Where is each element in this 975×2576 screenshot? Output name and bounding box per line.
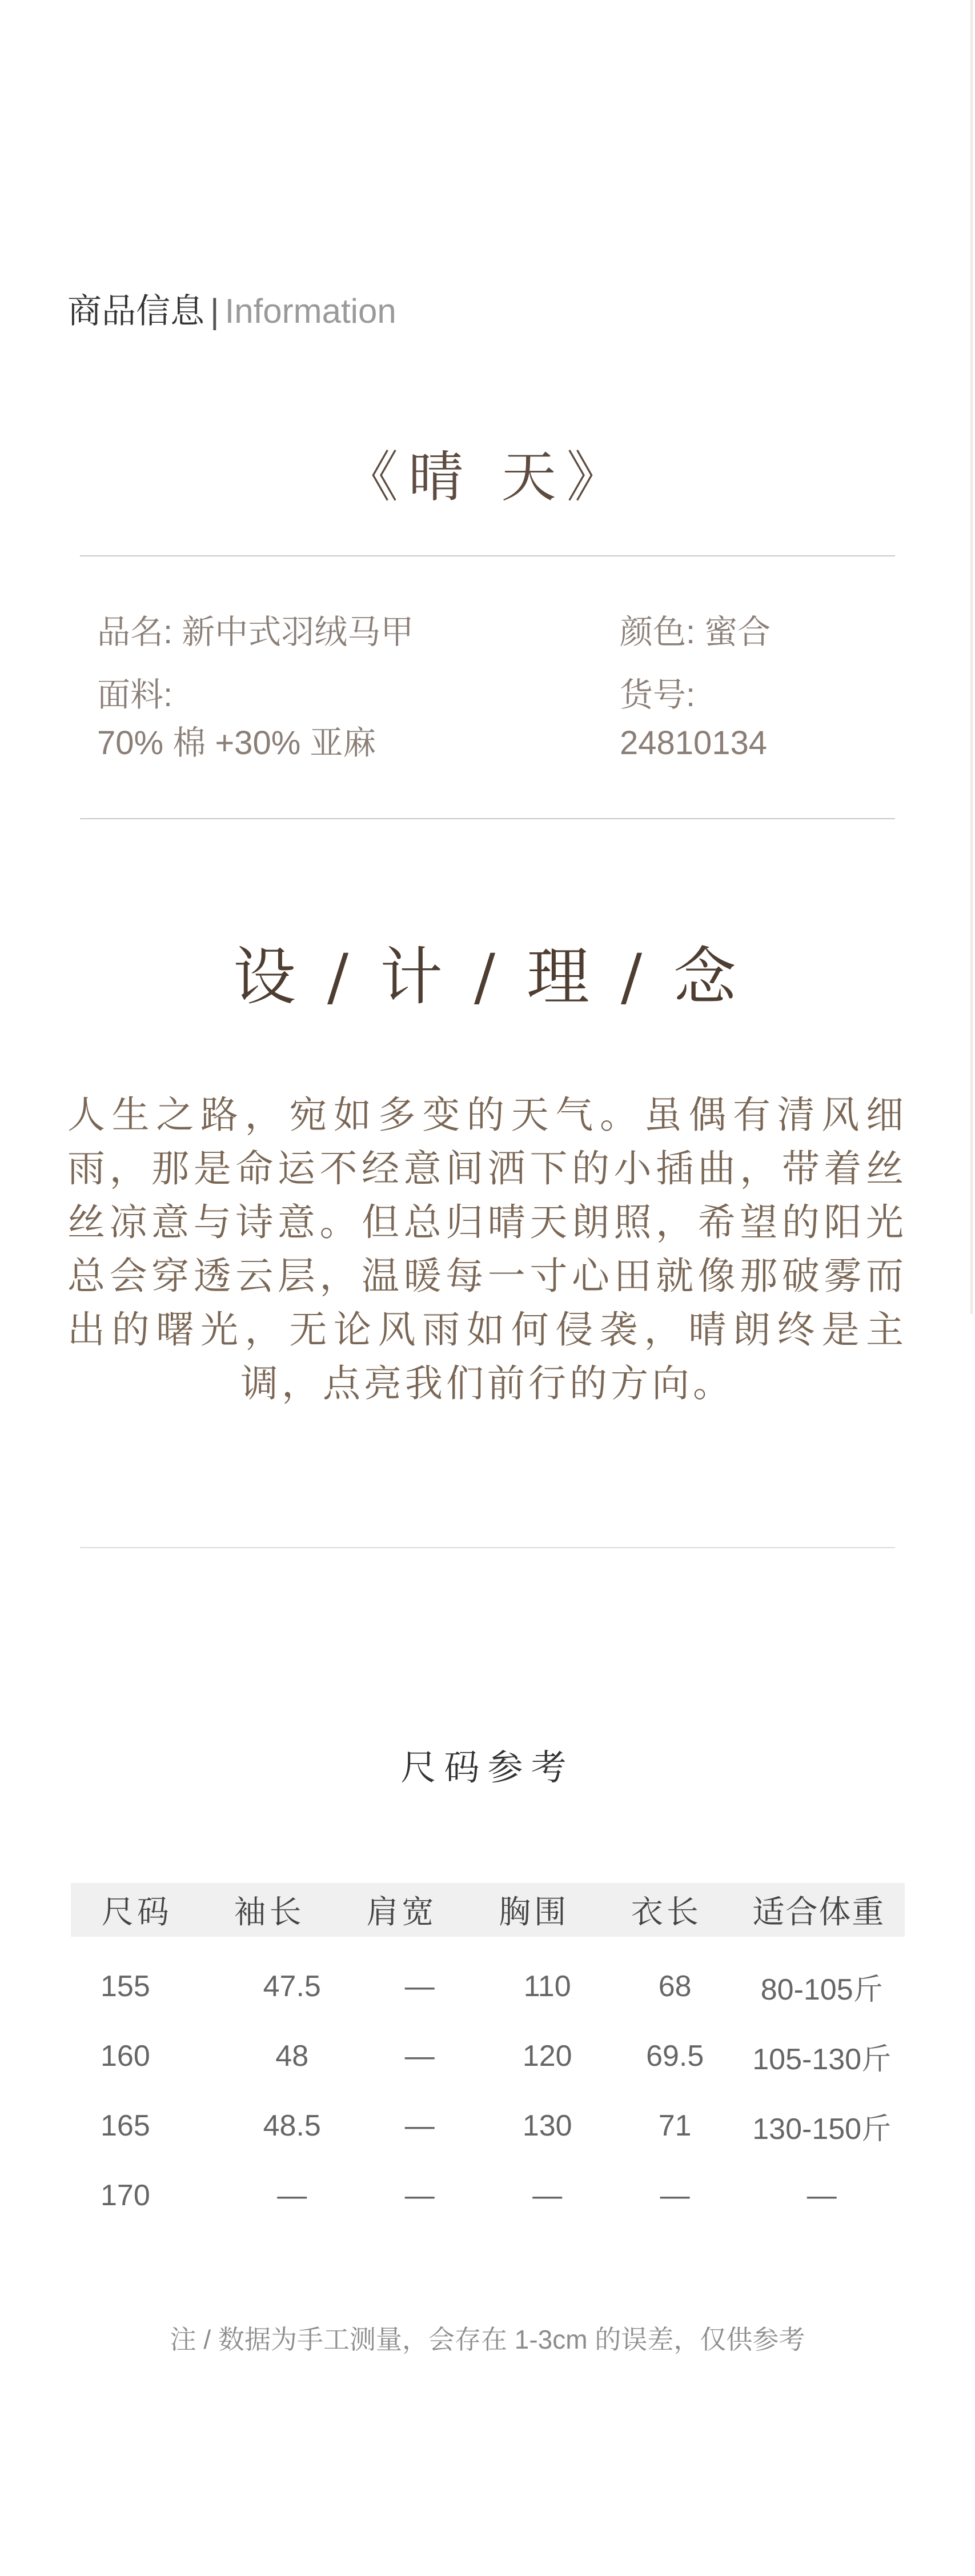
cell-length: 69.5 xyxy=(646,2040,704,2073)
cell-weight: 105-130斤 xyxy=(752,2042,892,2076)
header-sleeve-length: 袖长 xyxy=(234,1894,305,1930)
info-fabric-label: 面料: xyxy=(97,676,173,714)
product-title: 《晴 天》 xyxy=(343,445,632,509)
cell-sleeve-length: — xyxy=(277,2179,307,2212)
info-fabric xyxy=(97,671,376,767)
cell-length: 68 xyxy=(658,1970,692,2003)
divider-info-bottom xyxy=(80,818,895,819)
info-color-label: 颜色: xyxy=(620,614,696,651)
info-product-name-value: 新中式羽绒马甲 xyxy=(182,614,414,651)
cell-weight: — xyxy=(807,2179,837,2212)
info-sku xyxy=(620,671,767,767)
header-size: 尺码 xyxy=(101,1894,172,1930)
header-weight: 适合体重 xyxy=(752,1894,885,1930)
header-chest: 胸围 xyxy=(499,1894,570,1930)
header-length: 衣长 xyxy=(631,1894,702,1930)
info-sku-value: 24810134 xyxy=(620,724,768,762)
divider-concept-bottom xyxy=(80,1547,895,1548)
cell-shoulder-width: — xyxy=(404,1970,435,2003)
info-product-name-label: 品名: xyxy=(97,614,173,651)
table-row xyxy=(71,2021,905,2091)
cell-chest: — xyxy=(532,2179,563,2212)
cell-length: — xyxy=(660,2179,690,2212)
section-header-information xyxy=(67,286,396,337)
cell-chest: 120 xyxy=(522,2040,572,2073)
measurement-note: 注 / 数据为手工测量，会存在 1-3cm 的误差，仅供参考 xyxy=(170,2325,805,2354)
size-chart-title: 尺码参考 xyxy=(400,1748,575,1788)
divider-top xyxy=(80,555,895,556)
cell-chest: 110 xyxy=(523,1970,571,2003)
info-product-name xyxy=(97,608,414,656)
size-table-body xyxy=(71,1952,905,2230)
cell-chest: 130 xyxy=(522,2109,572,2142)
section-header-en: Information xyxy=(224,292,396,330)
table-row xyxy=(71,2091,905,2161)
section-header-separator: | xyxy=(210,292,219,330)
info-sku-label: 货号: xyxy=(620,676,696,714)
size-table-header xyxy=(71,1883,905,1937)
size-table xyxy=(71,1883,905,2230)
info-color xyxy=(620,608,771,656)
header-shoulder-width: 肩宽 xyxy=(366,1894,438,1930)
cell-sleeve-length: 48 xyxy=(275,2040,309,2073)
right-edge-divider xyxy=(970,0,973,1314)
cell-weight: 80-105斤 xyxy=(760,1973,883,2006)
design-concept-title: 设 / 计 / 理 / 念 xyxy=(233,940,742,1013)
section-header-cn: 商品信息 xyxy=(67,292,204,330)
info-fabric-value: 70% 棉 +30% 亚麻 xyxy=(97,724,376,762)
cell-sleeve-length: 47.5 xyxy=(263,1970,321,2003)
cell-length: 71 xyxy=(658,2109,692,2142)
cell-sleeve-length: 48.5 xyxy=(263,2109,321,2142)
cell-size: 155 xyxy=(101,1970,150,2003)
cell-size: 170 xyxy=(101,2179,150,2212)
table-row xyxy=(71,2161,905,2230)
cell-weight: 130-150斤 xyxy=(752,2112,892,2146)
cell-size: 165 xyxy=(101,2109,150,2142)
design-concept-text: 人生之路，宛如多变的天气。虽偶有清风细雨，那是命运不经意间洒下的小插曲，带着丝丝凉意与诗意。但总归晴天朗照，希望的阳光总会穿透云层，温暖每一寸心田就像那破雾而出的曙光，无论风雨如何侵袭，晴朗终是主调，点亮我们前行的方向。 xyxy=(67,1093,907,1405)
cell-shoulder-width: — xyxy=(404,2109,435,2142)
table-row xyxy=(71,1952,905,2021)
cell-shoulder-width: — xyxy=(404,2040,435,2073)
cell-shoulder-width: — xyxy=(404,2179,435,2212)
info-color-value: 蜜合 xyxy=(704,614,771,651)
cell-size: 160 xyxy=(101,2040,150,2073)
